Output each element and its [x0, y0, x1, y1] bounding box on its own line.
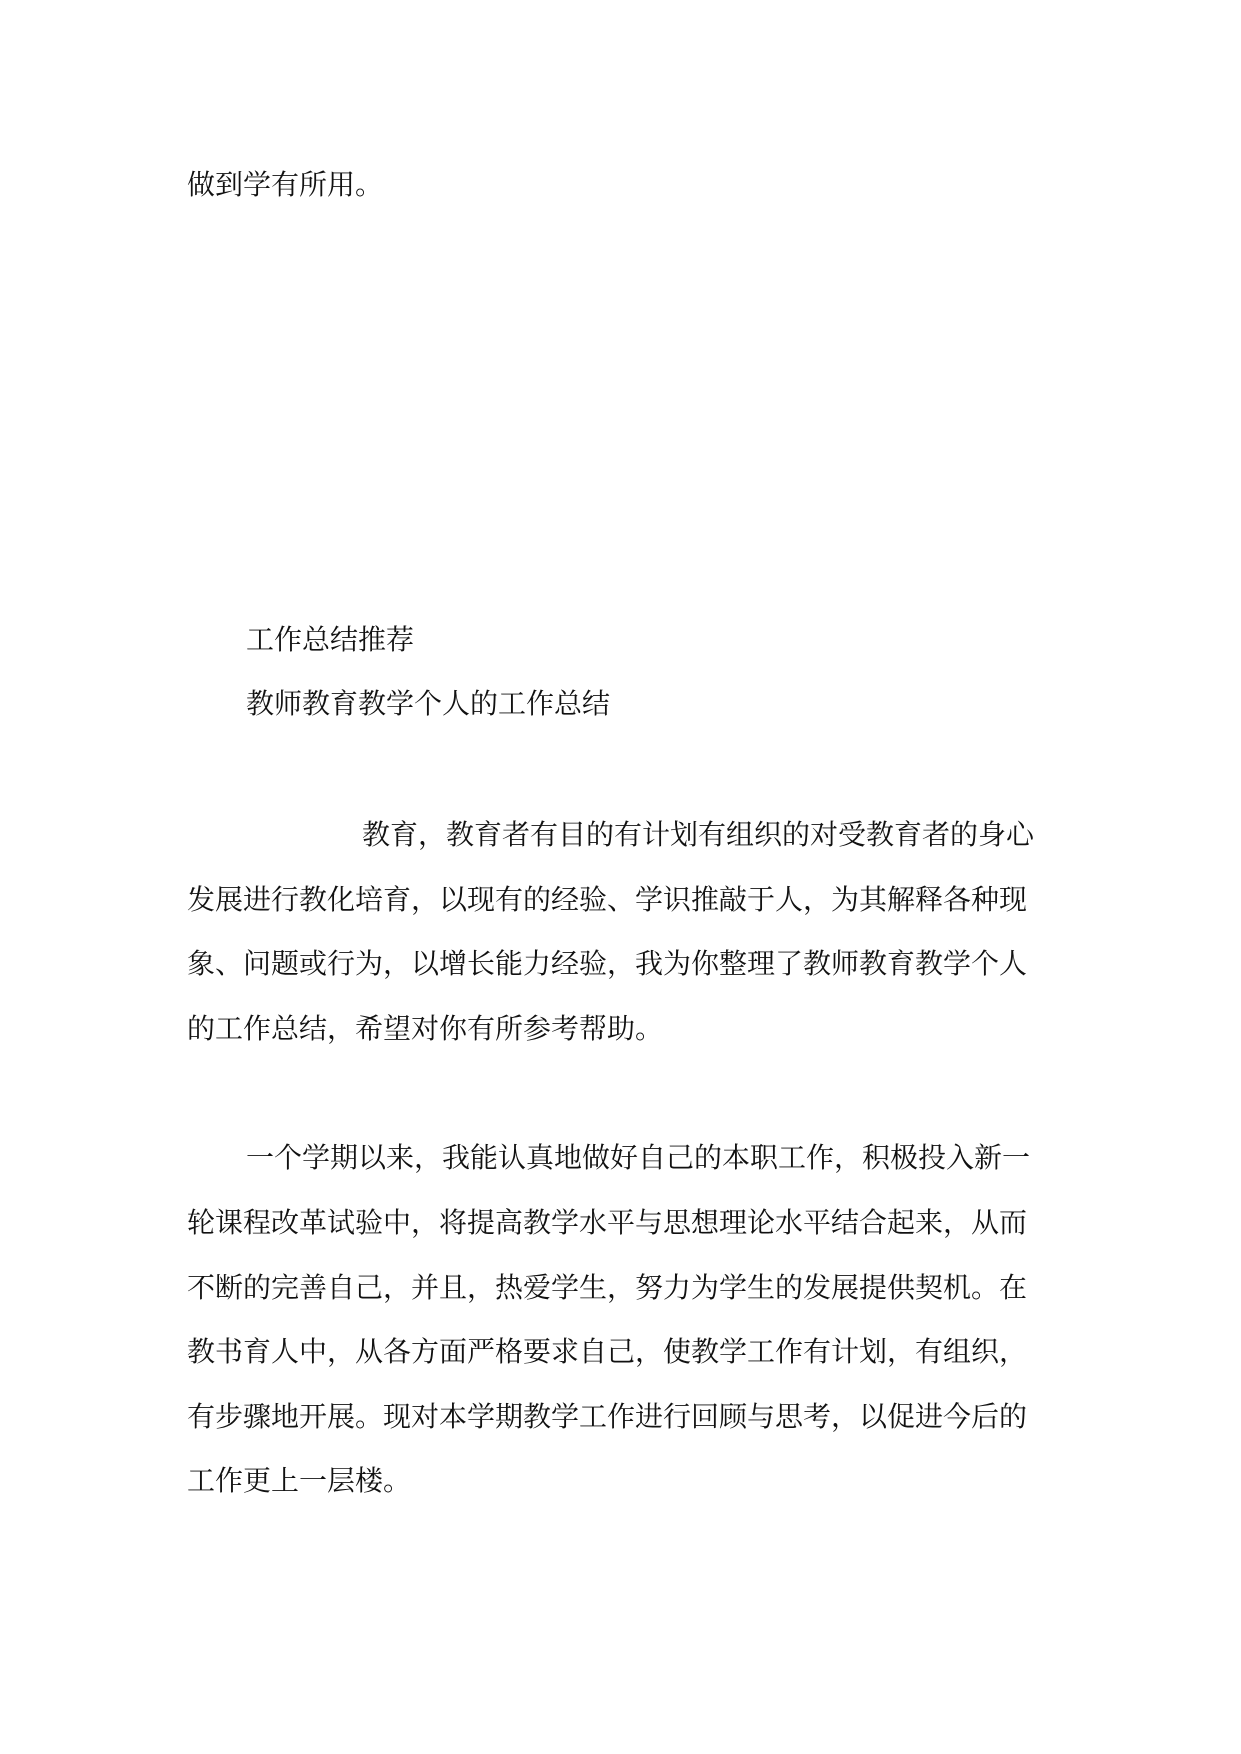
body-line-4: 教书育人中，从各方面严格要求自己，使教学工作有计划，有组织，	[187, 1335, 1028, 1368]
intro-line-2: 发展进行教化培育，以现有的经验、学识推敲于人，为其解释各种现	[187, 883, 1028, 916]
intro-line-1: 教育，教育者有目的有计划有组织的对受教育者的身心	[362, 818, 1035, 851]
intro-line-4: 的工作总结，希望对你有所参考帮助。	[187, 1012, 664, 1045]
carryover-line: 做到学有所用。	[187, 168, 384, 201]
body-line-3: 不断的完善自己，并且，热爱学生，努力为学生的发展提供契机。在	[187, 1271, 1028, 1304]
heading-recommend: 工作总结推荐	[246, 623, 415, 656]
heading-title: 教师教育教学个人的工作总结	[246, 687, 611, 720]
body-line-2: 轮课程改革试验中，将提高教学水平与思想理论水平结合起来，从而	[187, 1206, 1028, 1239]
intro-line-3: 象、问题或行为，以增长能力经验，我为你整理了教师教育教学个人	[187, 947, 1028, 980]
body-line-6: 工作更上一层楼。	[187, 1464, 412, 1497]
body-line-5: 有步骤地开展。现对本学期教学工作进行回顾与思考，以促进今后的	[187, 1400, 1028, 1433]
body-line-1: 一个学期以来，我能认真地做好自己的本职工作，积极投入新一	[246, 1141, 1031, 1174]
